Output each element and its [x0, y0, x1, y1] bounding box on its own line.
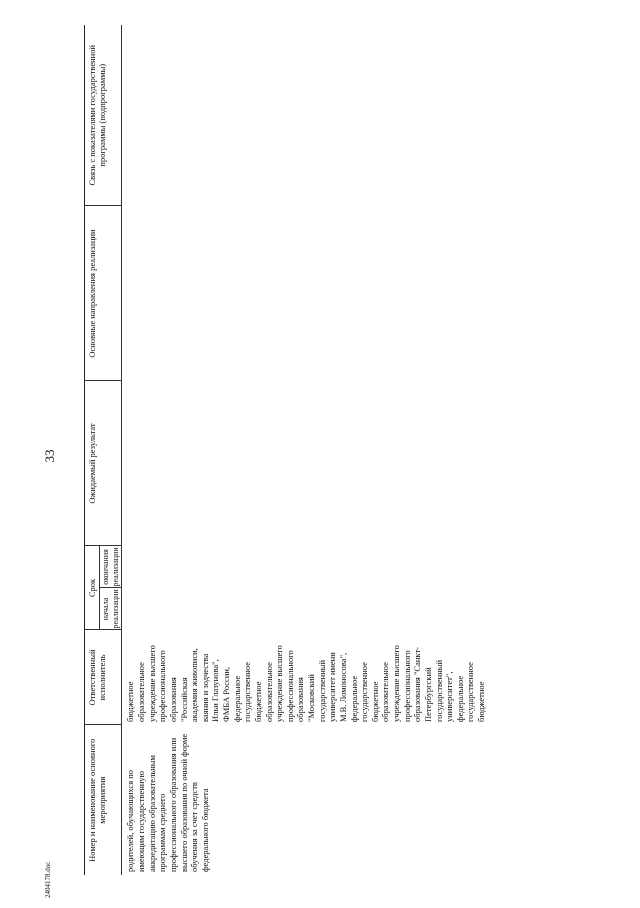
cell-result [122, 381, 490, 546]
executor-text: бюджетное образовательное учреждение высшего профессионального образования "Российская академия живописи, ваяния и зодчества Ильи Глазунова", ФМБА России, федеральное государственное бюджетное образовательное учреждение высшего профессионального образования "Московский государственный университет имени М.В. Ломоносова", федеральное государственное бюджетное образовательное учреждение высшего профессионального образования "Санкт- Петербургский государственный университет", федеральное государственное бюджетное [125, 645, 486, 722]
header-term: Срок [85, 546, 100, 630]
landscape-table-area [84, 25, 624, 875]
footer [40, 828, 60, 908]
footer-code: 2404178.doc [44, 861, 52, 898]
cell-term-end [122, 546, 490, 588]
table-row [122, 25, 490, 875]
measure-text: родителей, обучающихся по имеющим государственную аккредитацию образовательным программам среднего профессионального образования или высшего образования по очной форме обучения за счет средств федерального бюджета [125, 733, 210, 872]
header-directions: Основные направления реализации [85, 206, 122, 381]
cell-executor [122, 630, 490, 725]
measures-table [84, 25, 490, 875]
header-link: Связь с показателями государственной программы (подпрограммы) [85, 25, 122, 206]
cell-link [122, 25, 490, 206]
header-executor: Ответственный исполнитель [85, 630, 122, 725]
header-term-start: начала реализации [100, 588, 122, 630]
header-term-end: окончания реализации [100, 546, 122, 588]
header-result: Ожидаемый результат [85, 381, 122, 546]
header-measure: Номер и наименование основного мероприятия [85, 725, 122, 875]
cell-measure [122, 725, 490, 875]
page-number: 33 [42, 449, 57, 463]
cell-term-start [122, 588, 490, 630]
cell-directions [122, 206, 490, 381]
